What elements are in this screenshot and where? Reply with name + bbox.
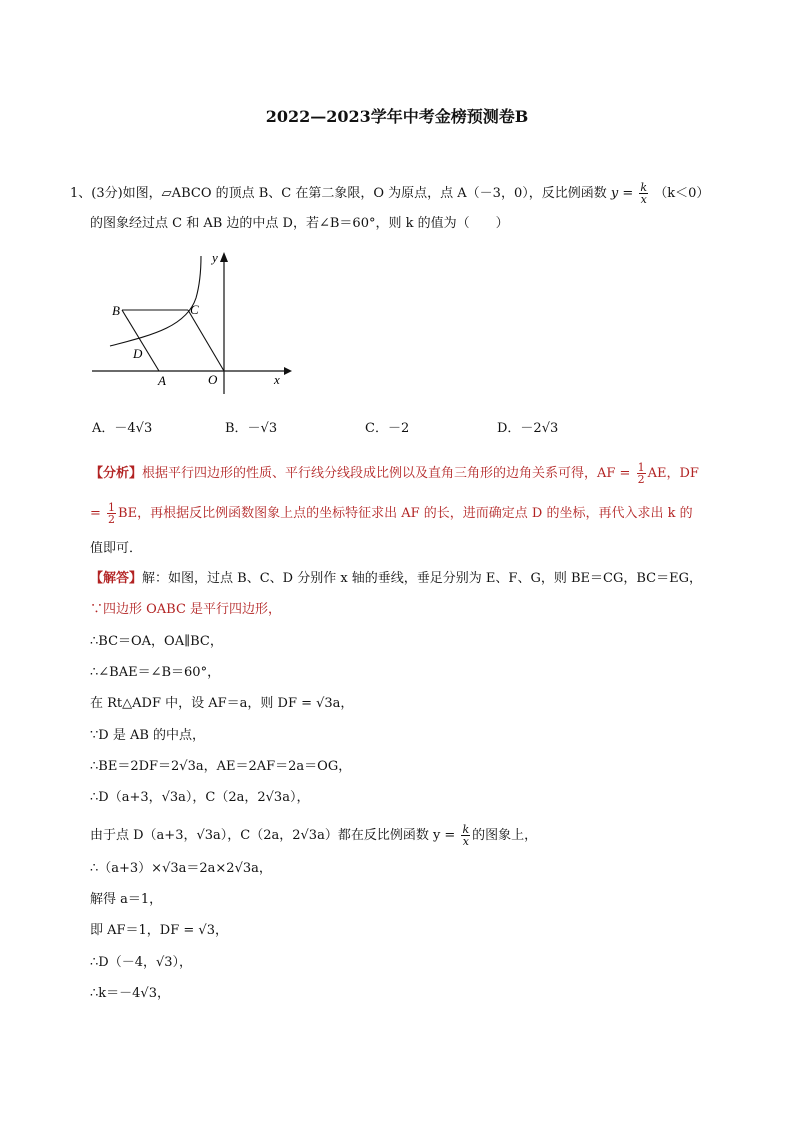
label-O: O [208, 372, 218, 387]
label-B: B [112, 303, 120, 318]
label-x: x [274, 372, 280, 387]
solution-text-1: 解：如图，过点 B、C、D 分别作 x 轴的垂线，垂足分别为 E、F、G，则 BE＝CG，BC＝EG， [142, 571, 702, 586]
function-fraction [639, 182, 648, 205]
function-equals: = [622, 186, 634, 201]
solution-line-11: 解得 a＝1， [90, 892, 163, 907]
label-C: C [190, 302, 199, 317]
solution-line-2: ∵四边形 OABC 是平行四边形， [90, 602, 282, 617]
page-title: 2022—2023学年中考金榜预测卷B [265, 107, 529, 126]
solution-line-9 [90, 824, 537, 847]
label-y: y [212, 250, 218, 265]
option-c: C．－2 [365, 421, 410, 436]
solution-line-5: 在 Rt△ADF 中，设 AF＝a，则 DF = √3a， [90, 696, 354, 711]
solution-line-1 [90, 570, 702, 588]
solution-line-12: 即 AF＝1，DF = √3， [90, 923, 228, 938]
fraction-numerator: k [640, 181, 648, 194]
fraction-denominator: 2 [637, 473, 645, 486]
solution-line-7: ∴BE＝2DF＝2√3a，AE＝2AF＝2a＝OG， [90, 759, 352, 774]
fraction-numerator: 1 [637, 461, 645, 474]
analysis-tag: 【分析】 [90, 466, 143, 481]
solution-tag: 【解答】 [90, 571, 143, 586]
fraction-numerator: 1 [108, 501, 116, 514]
label-D: D [133, 346, 143, 361]
fraction-denominator: x [640, 193, 647, 206]
x-axis-arrow-icon [284, 367, 292, 375]
analysis-fraction-1 [637, 462, 646, 485]
option-a: A．－4√3 [92, 421, 153, 436]
label-A: A [158, 373, 166, 388]
option-b: B．－√3 [225, 421, 278, 436]
analysis-line-1 [90, 462, 699, 485]
option-d: D．－2√3 [497, 421, 559, 436]
analysis-text-1-end: AE，DF [647, 466, 699, 481]
question-line-1 [70, 182, 709, 205]
segment-BA [122, 310, 159, 371]
solution-line-6: ∵D 是 AB 的中点， [90, 728, 206, 743]
function-y: y [610, 186, 619, 201]
solution-line-4: ∴∠BAE＝∠B＝60°， [90, 665, 221, 680]
y-axis-arrow-icon [220, 252, 228, 262]
analysis-fraction-2 [107, 502, 116, 525]
fraction-denominator: 2 [108, 513, 116, 526]
analysis-text-1: 根据平行四边形的性质、平行线分线段成比例以及直角三角形的边角关系可得，AF = [142, 466, 631, 481]
question-text: 1、(3分)如图，▱ABCO 的顶点 B、C 在第二象限，O 为原点，点 A（－3，0），反比例函数 [70, 186, 607, 201]
solution-text-9-end: 的图象上， [472, 828, 538, 843]
hyperbola-curve [110, 256, 201, 346]
analysis-equals: = [90, 506, 101, 521]
fraction-numerator: k [462, 823, 470, 836]
analysis-line-3: 值即可． [90, 541, 143, 556]
parallelogram-figure [88, 248, 298, 398]
segment-CO [188, 310, 224, 371]
solution-fraction [461, 824, 470, 847]
analysis-text-2: BE，再根据反比例函数图象上点的坐标特征求出 AF 的长，进而确定点 D 的坐标，再代入求出 k 的 [118, 506, 693, 521]
function-condition: （k＜0） [654, 186, 710, 201]
fraction-denominator: x [462, 835, 469, 848]
solution-line-10: ∴（a+3）×√3a＝2a×2√3a， [90, 861, 272, 876]
solution-line-13: ∴D（－4，√3）， [90, 955, 193, 970]
question-line-2: 的图象经过点 C 和 AB 边的中点 D，若∠B＝60°，则 k 的值为（ ） [90, 216, 509, 231]
solution-line-14: ∴k＝－4√3， [90, 986, 170, 1001]
solution-text-9: 由于点 D（a+3，√3a），C（2a，2√3a）都在反比例函数 y = [90, 828, 456, 843]
solution-line-8: ∴D（a+3，√3a），C（2a，2√3a）， [90, 790, 310, 805]
solution-line-3: ∴BC＝OA，OA∥BC， [90, 634, 223, 649]
analysis-line-2 [90, 502, 693, 525]
